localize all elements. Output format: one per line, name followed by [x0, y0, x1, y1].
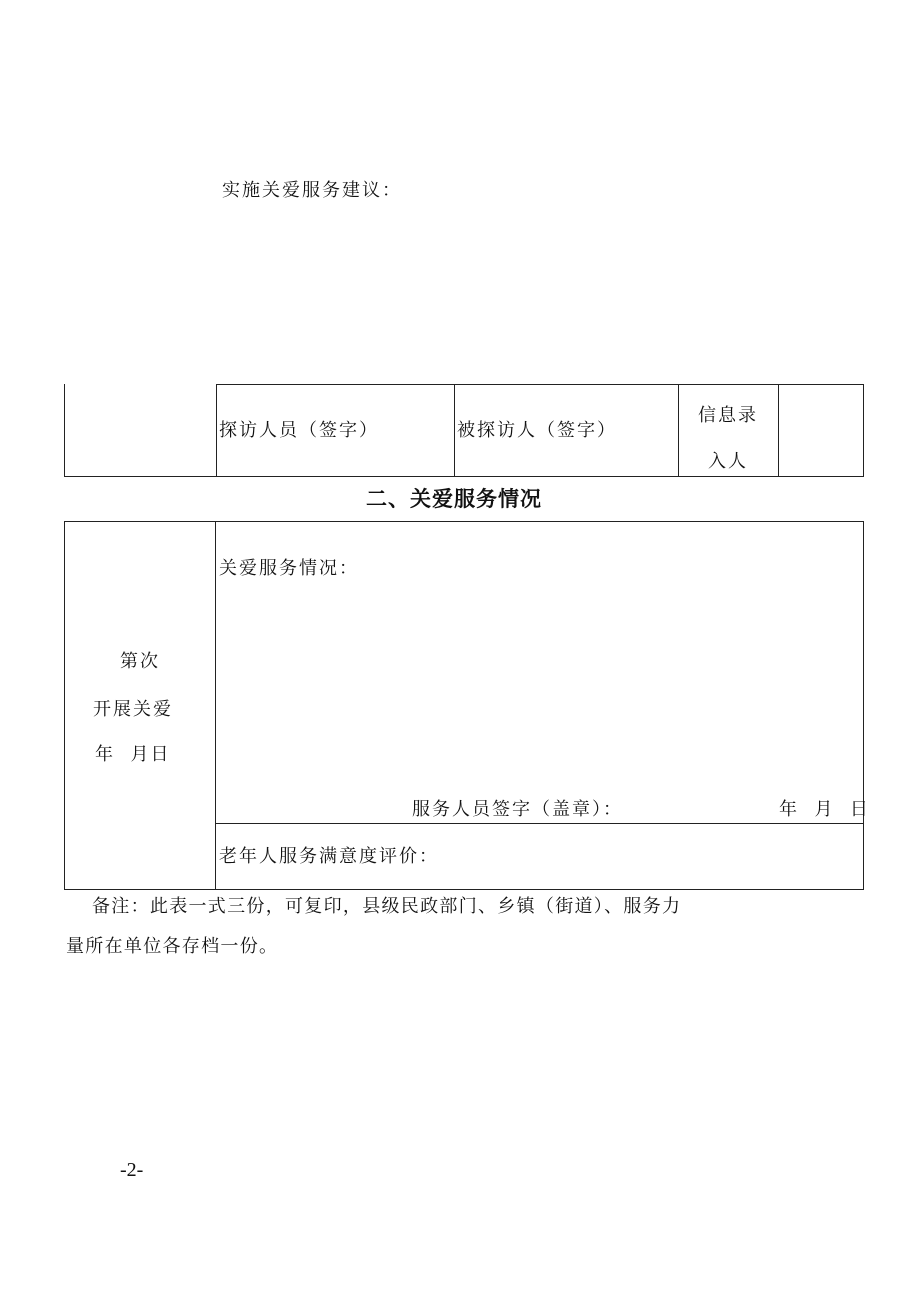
note-line-2: 量所在单位各存档一份。	[66, 936, 279, 957]
table-border	[863, 384, 864, 477]
table-border	[678, 384, 679, 477]
table-border	[64, 521, 864, 522]
page-number: -2-	[120, 1159, 144, 1181]
table-border	[863, 521, 864, 890]
satisfaction-label: 老年人服务满意度评价：	[219, 846, 439, 867]
table-border	[216, 384, 217, 477]
table-border	[64, 476, 864, 477]
table-border	[64, 521, 65, 890]
table-border	[64, 384, 65, 477]
note-line-1: 备注：此表一式三份，可复印，县级民政部门、乡镇（街道）、服务力	[92, 896, 682, 917]
service-situation-label: 关爱服务情况：	[219, 558, 359, 579]
table-border	[215, 823, 864, 824]
table-border	[64, 889, 864, 890]
service-count-label: 第次	[120, 651, 160, 672]
staff-signature-label: 服务人员签字（盖章）：	[412, 799, 623, 820]
visitee-signature-label: 被探访人（签字）	[457, 420, 617, 441]
signature-date-label: 年 月 日	[779, 799, 870, 820]
suggestion-label: 实施关爱服务建议：	[222, 180, 402, 201]
recorder-label-line2: 入人	[708, 451, 748, 472]
table-border	[216, 384, 864, 385]
table-border	[778, 384, 779, 477]
table-border	[454, 384, 455, 477]
section-title: 二、关爱服务情况	[366, 487, 542, 511]
visitor-signature-label: 探访人员（签字）	[219, 420, 379, 441]
service-start-label: 开展关爱	[93, 699, 173, 720]
service-date-label: 年 月日	[95, 744, 171, 765]
table-border	[215, 521, 216, 890]
recorder-label-line1: 信息录	[698, 405, 758, 426]
